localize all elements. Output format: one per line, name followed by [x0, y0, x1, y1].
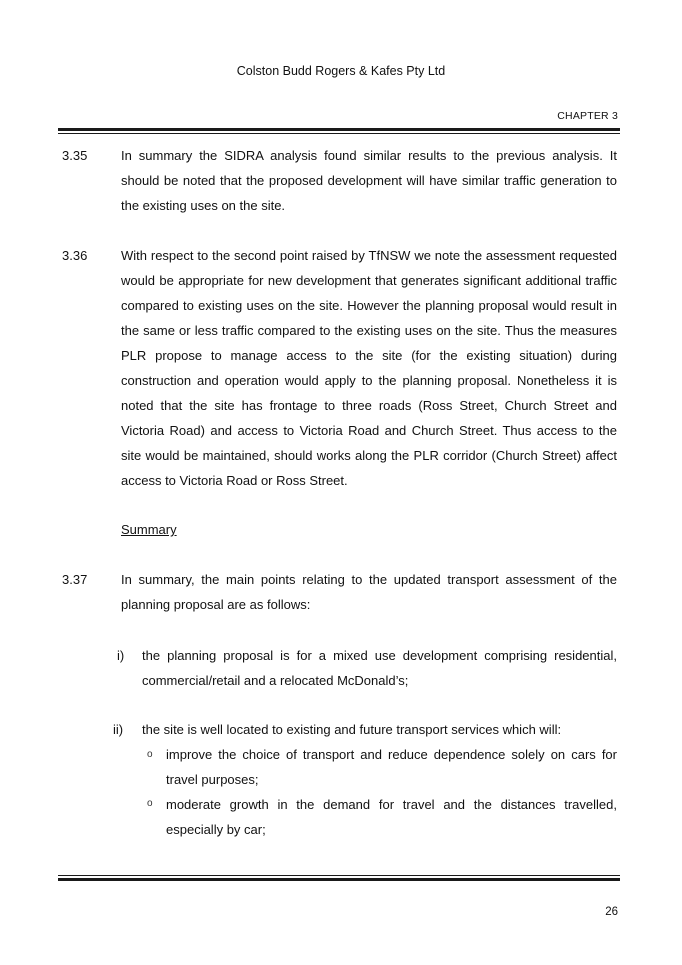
paragraph-text: In summary the SIDRA analysis found similar results to the previous analysis. It should be noted that the proposed development will have similar traffic generation to the existing uses on the site. [121, 148, 617, 213]
paragraph-text: In summary, the main points relating to the updated transport assessment of the planning proposal are as follows: [121, 572, 617, 612]
paragraph-text: With respect to the second point raised by TfNSW we note the assessment requested would be appropriate for new development that generates significant additional traffic compared to existing uses on the site. However the planning proposal would result in the same or less traffic compared to the existing uses on the site. Thus the measures PLR propose to manage access to the site (for the existing situation) during construction and operation would apply to the planning proposal. Nonetheless it is noted that the site has frontage to three roads (Ross Street, Church Street and Victoria Road) and access to Victoria Road and Church Street. Thus access to the site would be maintained, should works along the PLR corridor (Church Street) affect access to Victoria Road or Ross Street. [121, 248, 617, 488]
paragraph-number: 3.35 [62, 148, 88, 163]
page-number: 26 [605, 906, 618, 918]
bullet-marker: o [147, 749, 153, 760]
list-item: the site is well located to existing and future transport services which will: [142, 722, 562, 737]
header-rule [58, 128, 620, 134]
footer-rule [58, 875, 620, 881]
list-marker: ii) [113, 722, 124, 737]
sub-list-item: improve the choice of transport and reduce dependence solely on cars for travel purposes; [166, 747, 617, 787]
bullet-marker: o [147, 798, 153, 809]
list-item: the planning proposal is for a mixed use development comprising residential, commercial/retail and a relocated McDonald’s; [142, 648, 617, 688]
chapter-label: CHAPTER 3 [557, 110, 618, 122]
sub-list-item: moderate growth in the demand for travel and the distances travelled, especially by car; [166, 797, 617, 837]
list-marker: i) [117, 648, 125, 663]
paragraph-number: 3.36 [62, 248, 88, 263]
company-header: Colston Budd Rogers & Kafes Pty Ltd [236, 64, 446, 78]
paragraph-number: 3.37 [62, 572, 88, 587]
section-heading: Summary [121, 522, 177, 537]
